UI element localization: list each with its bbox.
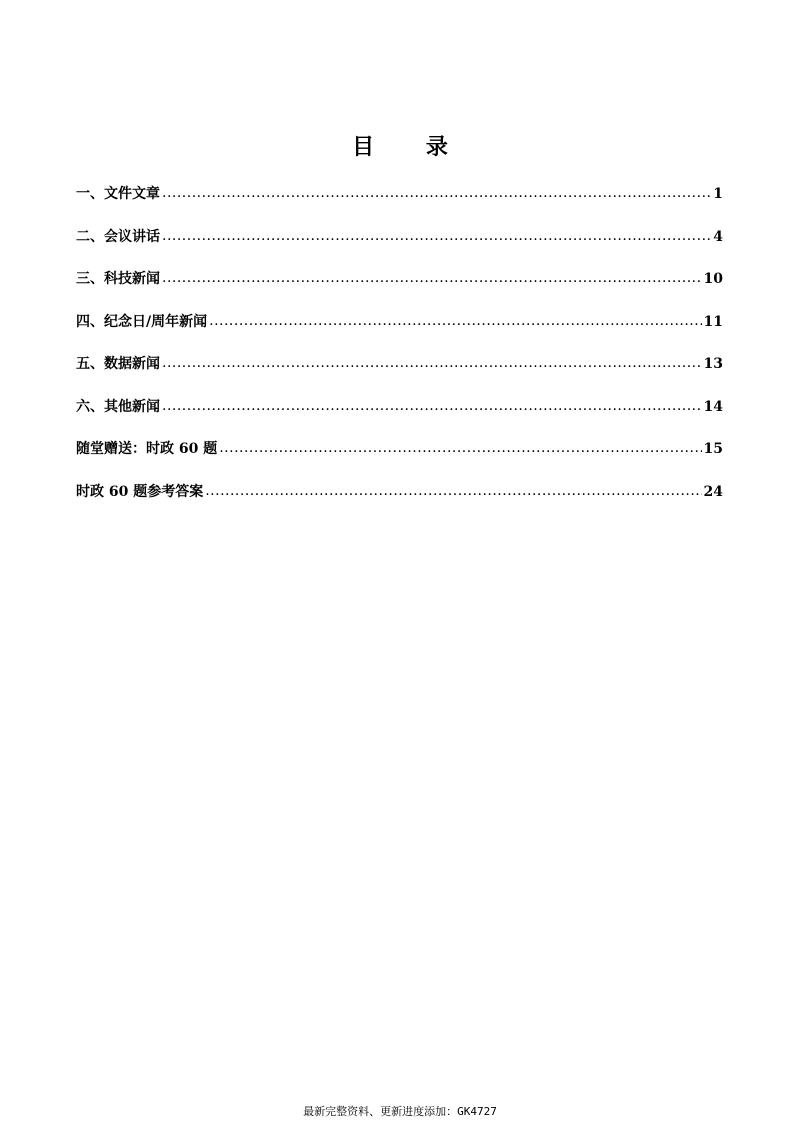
toc-entry[interactable] [76,482,723,525]
toc-dot-leader [162,353,702,373]
toc-entry-page: 1 [713,186,723,202]
toc-dot-leader [209,311,701,331]
toc-entry-page: 24 [703,483,723,500]
toc-entry[interactable] [76,439,723,482]
toc-entry-page: 4 [713,228,723,245]
toc-dot-leader [162,268,702,288]
toc-entry-label: 三、科技新闻 [76,271,160,287]
toc-entry-label: 随堂赠送：时政 60 题 [76,441,218,457]
toc-entry-label: 二、会议讲话 [76,228,160,245]
toc-entry-label: 四、纪念日/周年新闻 [76,313,208,330]
toc-dot-leader [219,438,701,458]
toc-dot-leader [162,183,711,203]
toc-entry-page: 11 [703,313,723,330]
toc-entry-page: 13 [703,356,723,372]
toc-entry-label: 六、其他新闻 [76,398,160,415]
toc-entry[interactable] [76,269,723,312]
table-of-contents [76,184,723,524]
toc-entry[interactable] [76,227,723,270]
toc-entry-page: 15 [703,441,723,457]
toc-dot-leader [162,226,711,246]
toc-entry[interactable] [76,312,723,355]
page-footer: 最新完整资料、更新进度添加：GK4727 [303,1105,497,1118]
toc-entry-label: 一、文件文章 [76,186,160,202]
toc-entry[interactable] [76,354,723,397]
toc-entry-page: 10 [703,271,723,287]
toc-entry[interactable] [76,397,723,440]
toc-entry-page: 14 [703,398,723,415]
toc-dot-leader [205,481,701,501]
toc-entry-label: 时政 60 题参考答案 [76,483,204,500]
page-title: 目 录 [352,134,470,160]
toc-entry[interactable] [76,184,723,227]
toc-entry-label: 五、数据新闻 [76,356,160,372]
toc-dot-leader [162,396,702,416]
